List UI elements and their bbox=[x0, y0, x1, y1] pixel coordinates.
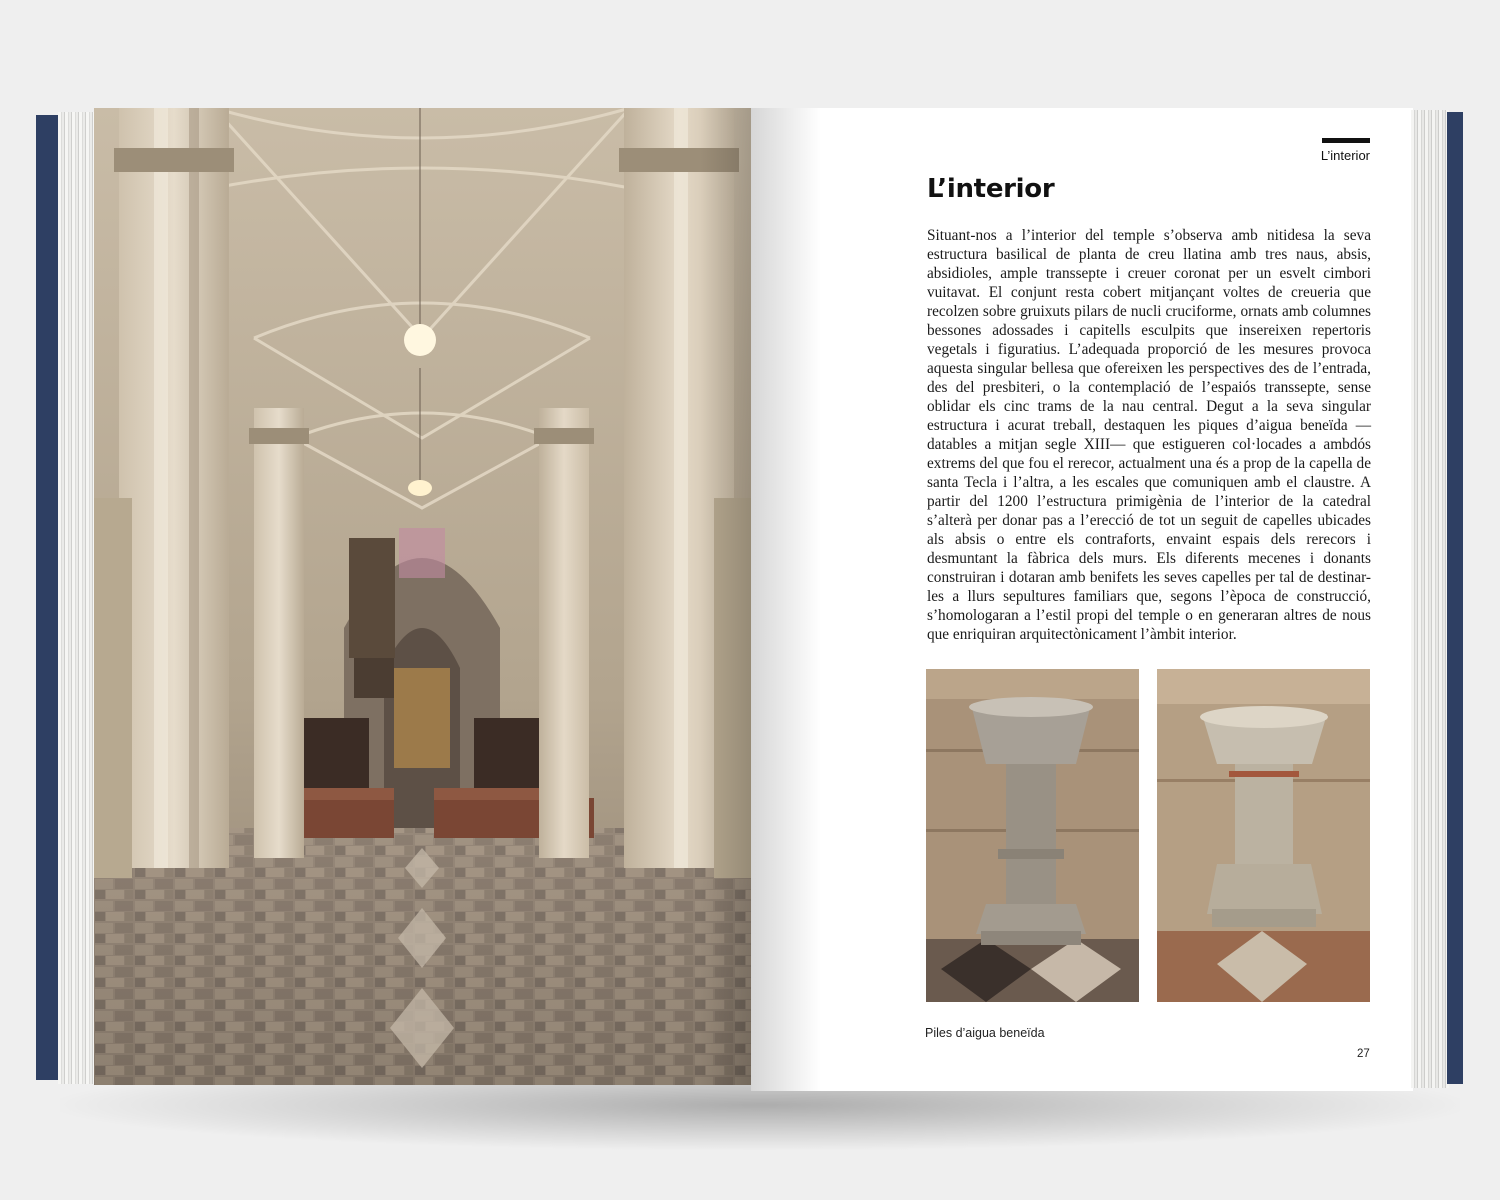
page-edges-left bbox=[58, 112, 96, 1084]
book-cover-right bbox=[1447, 112, 1463, 1084]
body-paragraph: Situant-nos a l’interior del temple s’observa amb nitidesa la seva estructura basilical de planta de creu llatina amb tres naus, absis, absidioles, ample transsepte i creuer coronat per un esvelt cimbori vuitavat. El conjunt resta cobert mitjançant voltes de creueria que recolzen sobre gruixuts pilars de nucli cruciforme, ornats amb columnes bessones adossades i capitells esculpits que insereixen repertoris vegetals i figuratius. L’adequada proporció de les mesures provoca aquesta singular bellesa que ofereixen les perspectives des de l’entrada, des del presbiteri, o la contemplació de l’espaiós transsepte, sense oblidar els cinc trams de la nau central. Degut a la seva singular estructura i acurat treball, destaquen les piques d’aigua beneïda —datables a mitjan segle XIII— que estigueren col·locades a ambdós extrems del que fou el rerecor, actualment una és a prop de la capella de santa Tecla i l’altra, a les escales que comuniquen amb el claustre. A partir del 1200 l’estructura primigènia de l’interior de la catedral s’alterà per donar pas a l’erecció de tot un seguit de capelles ubicades als absis o entre els contraforts, envaint espais dels rerecors i desmuntant la fàbrica dels murs. Els diferents mecenes i donants construiran i dotaran amb benifets les seves capelles per tal de destinar-les a llurs sepultures familiars que, segons l’època de construcció, s’homologaran a l’estil propi del temple o en generaran altres de nous que enriquiran arquitectònicament l’àmbit interior. bbox=[927, 227, 1371, 643]
photo-caption: Piles d’aigua beneïda bbox=[925, 1026, 1045, 1040]
holy-water-font-photo-right bbox=[1157, 669, 1370, 1002]
left-page-cathedral-photo bbox=[94, 108, 751, 1085]
page-edges-right bbox=[1411, 110, 1449, 1088]
running-head-rule bbox=[1322, 138, 1370, 143]
holy-water-font-photo-left bbox=[926, 669, 1139, 1002]
running-head: L’interior bbox=[1320, 148, 1370, 163]
page-number: 27 bbox=[1357, 1048, 1370, 1060]
section-title: L’interior bbox=[927, 174, 1055, 204]
